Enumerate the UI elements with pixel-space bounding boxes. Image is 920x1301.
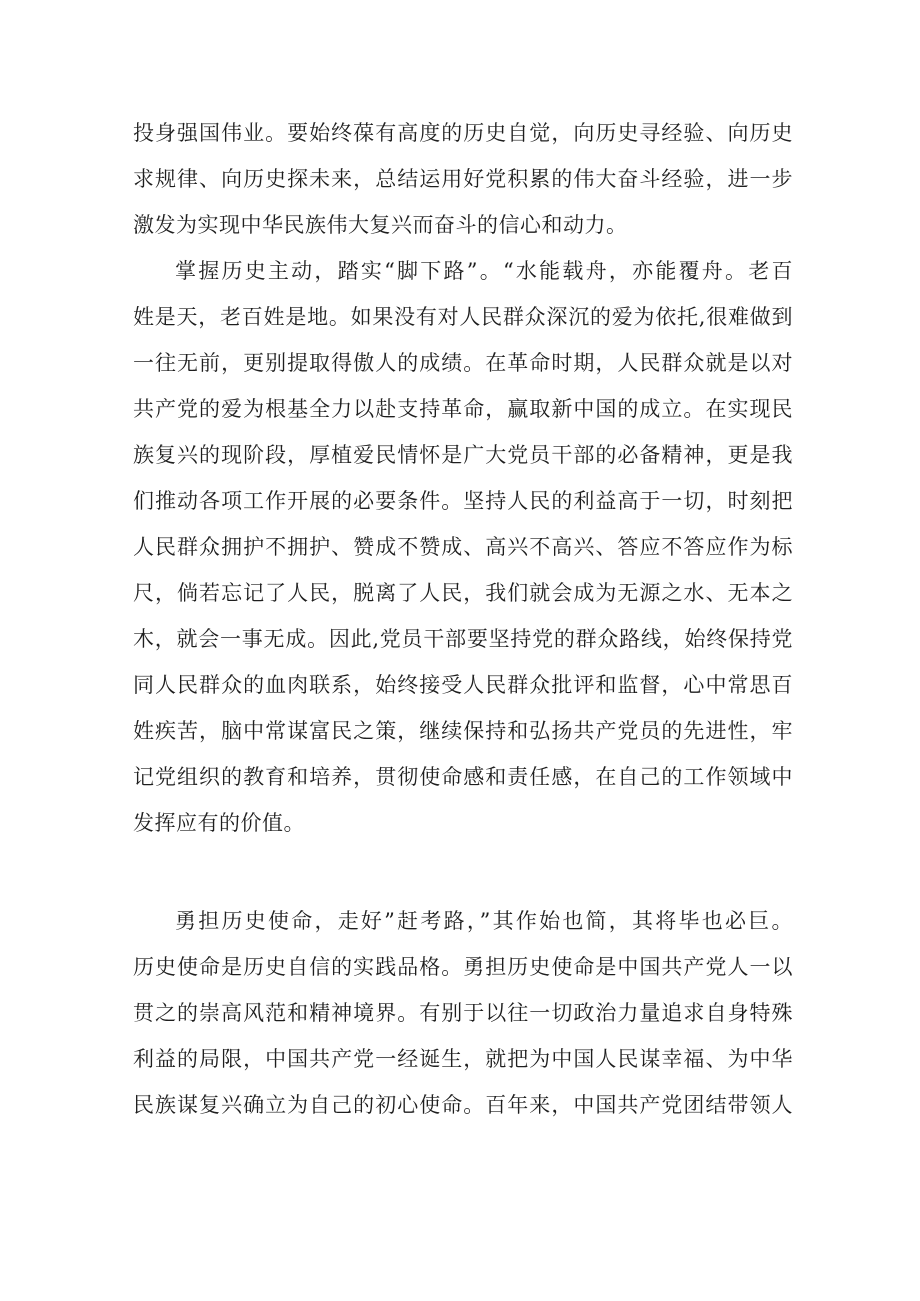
text-line: 一往无前，更别提取得傲人的成绩。在革命时期，人民群众就是以对 [133, 351, 793, 375]
text-line: 投身强国伟业。要始终葆有高度的历史自觉，向历史寻经验、向历史 [133, 121, 793, 145]
text-line: 历史使命是历史自信的实践品格。勇担历史使命是中国共产党人一以 [133, 955, 793, 979]
text-line: 尺，倘若忘记了人民，脱离了人民，我们就会成为无源之水、无本之 [133, 581, 793, 605]
text-line: 贯之的崇高风范和精神境界。有别于以往一切政治力量追求自身特殊 [133, 1001, 793, 1025]
text-line: 掌握历史主动，踏实“脚下路”。“水能载舟，亦能覆舟。老百 [175, 259, 793, 283]
text-line: 求规律、向历史探未来，总结运用好党积累的伟大奋斗经验，进一步 [133, 167, 793, 191]
paragraph-1 [133, 110, 793, 248]
text-line: 发挥应有的价值。 [133, 811, 305, 835]
text-line: 记党组织的教育和培养，贯彻使命感和责任感，在自己的工作领域中 [133, 765, 793, 789]
text-line: 木，就会一事无成。因此,党员干部要坚持党的群众路线，始终保持党 [133, 627, 793, 651]
paragraph-3 [133, 898, 793, 1128]
text-line: 族复兴的现阶段，厚植爱民情怀是广大党员干部的必备精神，更是我 [133, 443, 793, 467]
text-line: 们推动各项工作开展的必要条件。坚持人民的利益高于一切，时刻把 [133, 489, 793, 513]
text-line: 姓疾苦，脑中常谋富民之策，继续保持和弘扬共产党员的先进性，牢 [133, 719, 793, 743]
text-line: 同人民群众的血肉联系，始终接受人民群众批评和监督，心中常思百 [133, 673, 793, 697]
text-line: 人民群众拥护不拥护、赞成不赞成、高兴不高兴、答应不答应作为标 [133, 535, 793, 559]
text-line: 民族谋复兴确立为自己的初心使命。百年来，中国共产党团结带领人 [133, 1093, 793, 1117]
text-line: 利益的局限，中国共产党一经诞生，就把为中国人民谋幸福、为中华 [133, 1047, 793, 1071]
text-line: 姓是天，老百姓是地。如果没有对人民群众深沉的爱为依托,很难做到 [133, 305, 793, 329]
text-line: 共产党的爱为根基全力以赴支持革命，赢取新中国的成立。在实现民 [133, 397, 793, 421]
text-line: 勇担历史使命，走好”赶考路，”其作始也简，其将毕也必巨。 [175, 909, 793, 933]
text-line: 激发为实现中华民族伟大复兴而奋斗的信心和动力。 [133, 213, 628, 237]
paragraph-2 [133, 248, 793, 846]
